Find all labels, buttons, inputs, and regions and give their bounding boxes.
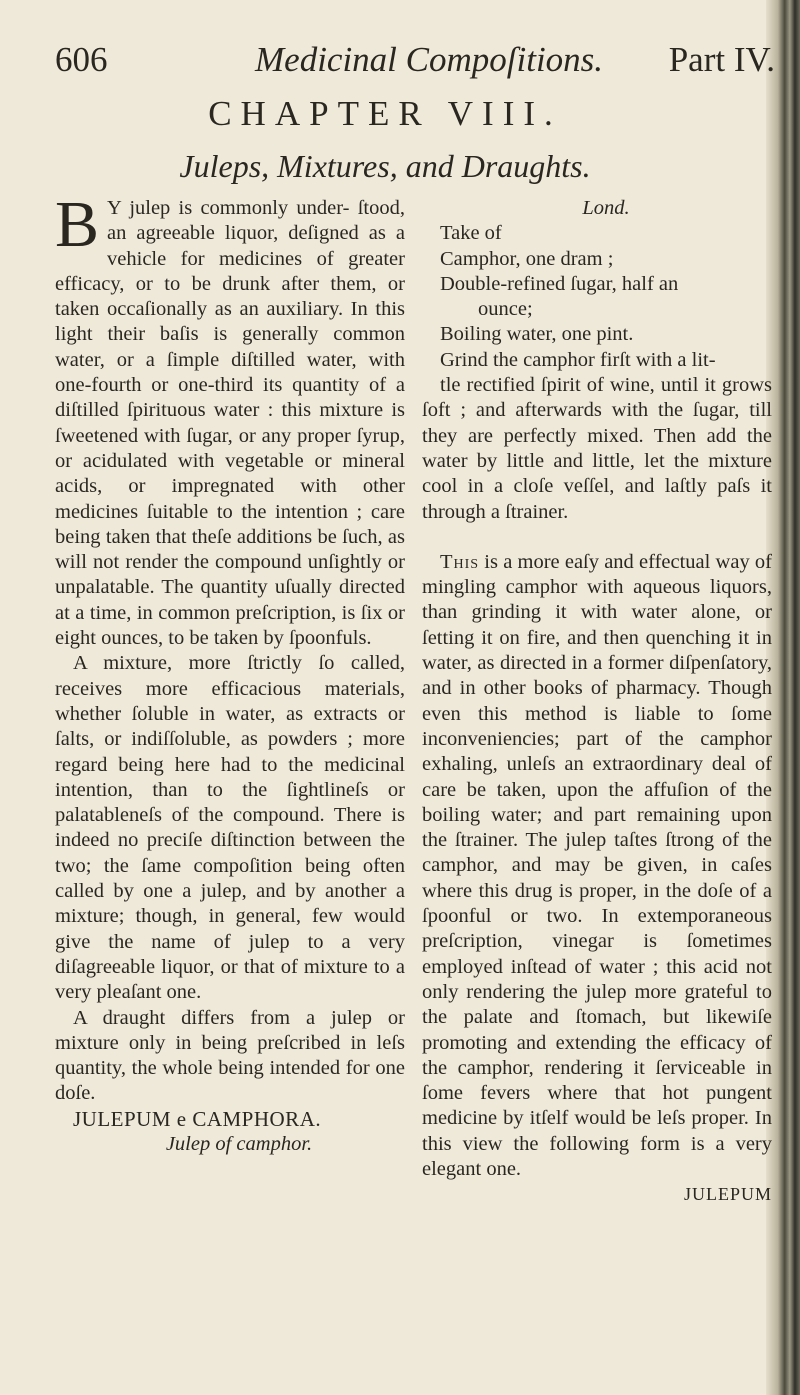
formula-title: JULEPUM e CAMPHORA. [73,1106,322,1131]
running-title: Medicinal Compoſitions. [255,40,604,79]
directions-first-line: Grind the camphor firſt with a lit- [440,348,716,371]
chapter-subtitle: Juleps, Mixtures, and Draughts. [179,148,591,184]
page-number: 606 [55,40,108,79]
chapter-heading: CHAPTER VIII. [208,94,562,133]
ingredient-camphor: Camphor, one dram ; [440,247,614,270]
ingredient-water: Boiling water, one pint. [440,323,634,346]
right-column [422,196,772,1208]
take-of: Take of [440,222,502,245]
commentary-text: is a more eaſy and effectual way of mingling camphor with aqueous liquors, than grinding it with water alone, or ſetting it on fire, and then quenching it in water, as directed in a former diſpenſatory, and in other books of pharmacy. Though even this method is liable to ſome inconveniencies; part of the camphor exhaling, unleſs an extraordinary deal of care be taken, upon the affuſion of the boiling water; and part remaining upon the ſtrainer. The julep taſtes ſtrong of the camphor, and may be given, in caſes where this drug is proper, in the doſe of a ſpoonful or two. In extemporaneous preſcription, vinegar is ſometimes employed inſtead of water ; this acid not only rendering the julep more grateful to the palate and ſtomach, but likewiſe promoting and extending the efficacy of the camphor, rendering it ſerviceable in ſome fevers where that hot pungent medicine by itſelf would be leſs proper. In this view the following form is a very elegant one. [422,550,772,1180]
mixture-paragraph: A mixture, more ſtrictly ſo called, receives more efficacious materials, whether ſoluble in water, as extracts or ſalts, or indiſſoluble, as powders ; more regard being here had to the medicinal intention, than to the ſightlineſs or palatableneſs of the compound. There is indeed no preciſe diſtinction between the two; the ſame compoſition being often called by one a julep, and by another a mixture; though, in general, few would give the name of julep to a very diſagreeable liquor, or that of mixture to a very pleaſant one. [55,652,405,1004]
commentary-paragraph [422,550,772,1182]
source-label: Lond. [582,197,630,219]
commentary-lead: This [440,550,480,573]
part-label: Part IV. [668,40,775,79]
intro-paragraph [55,188,405,651]
drop-cap: B [55,188,100,261]
directions-body: tle rectified ſpirit of wine, until it grows ſoft ; and afterwards with the ſugar, till they are perfectly mixed. Then add the water by little and little, let the mixture cool in a cloſe veſſel, and laſtly paſs it through a ſtrainer. [422,374,772,523]
ingredient-sugar: Double-refined ſugar, half an [440,272,679,295]
left-column [55,188,405,1157]
ingredient-sugar-cont: ounce; [478,298,533,321]
running-header [55,40,775,84]
draught-paragraph: A draught differs from a julep or mixture only in being preſcribed in leſs quantity, the whole being intended for one doſe. [55,1006,405,1105]
formula-subtitle: Julep of camphor. [165,1132,313,1155]
catchword: JULEPUM [683,1184,772,1205]
intro-text: Y julep is commonly under- ſtood, an agreeable liquor, deſigned as a vehicle for medicines of greater efficacy, or to be drunk after them, or taken occaſionally as an auxiliary. In this light their baſis is generally common water, or a ſimple diſtilled water, with one-fourth or one-third its quantity of a diſtilled ſpirituous water : this mixture is ſweetened with ſugar, or any proper ſyrup, or acidulated with vegetable or mineral acids, or impregnated with other medicines ſuitable to the intention ; care being taken that theſe additions be ſuch, as will not render the compound unſightly or unpalatable. The quantity uſually directed at a time, in common preſcription, is ſix or eight ounces, to be taken by ſpoonfuls. [55,197,405,650]
